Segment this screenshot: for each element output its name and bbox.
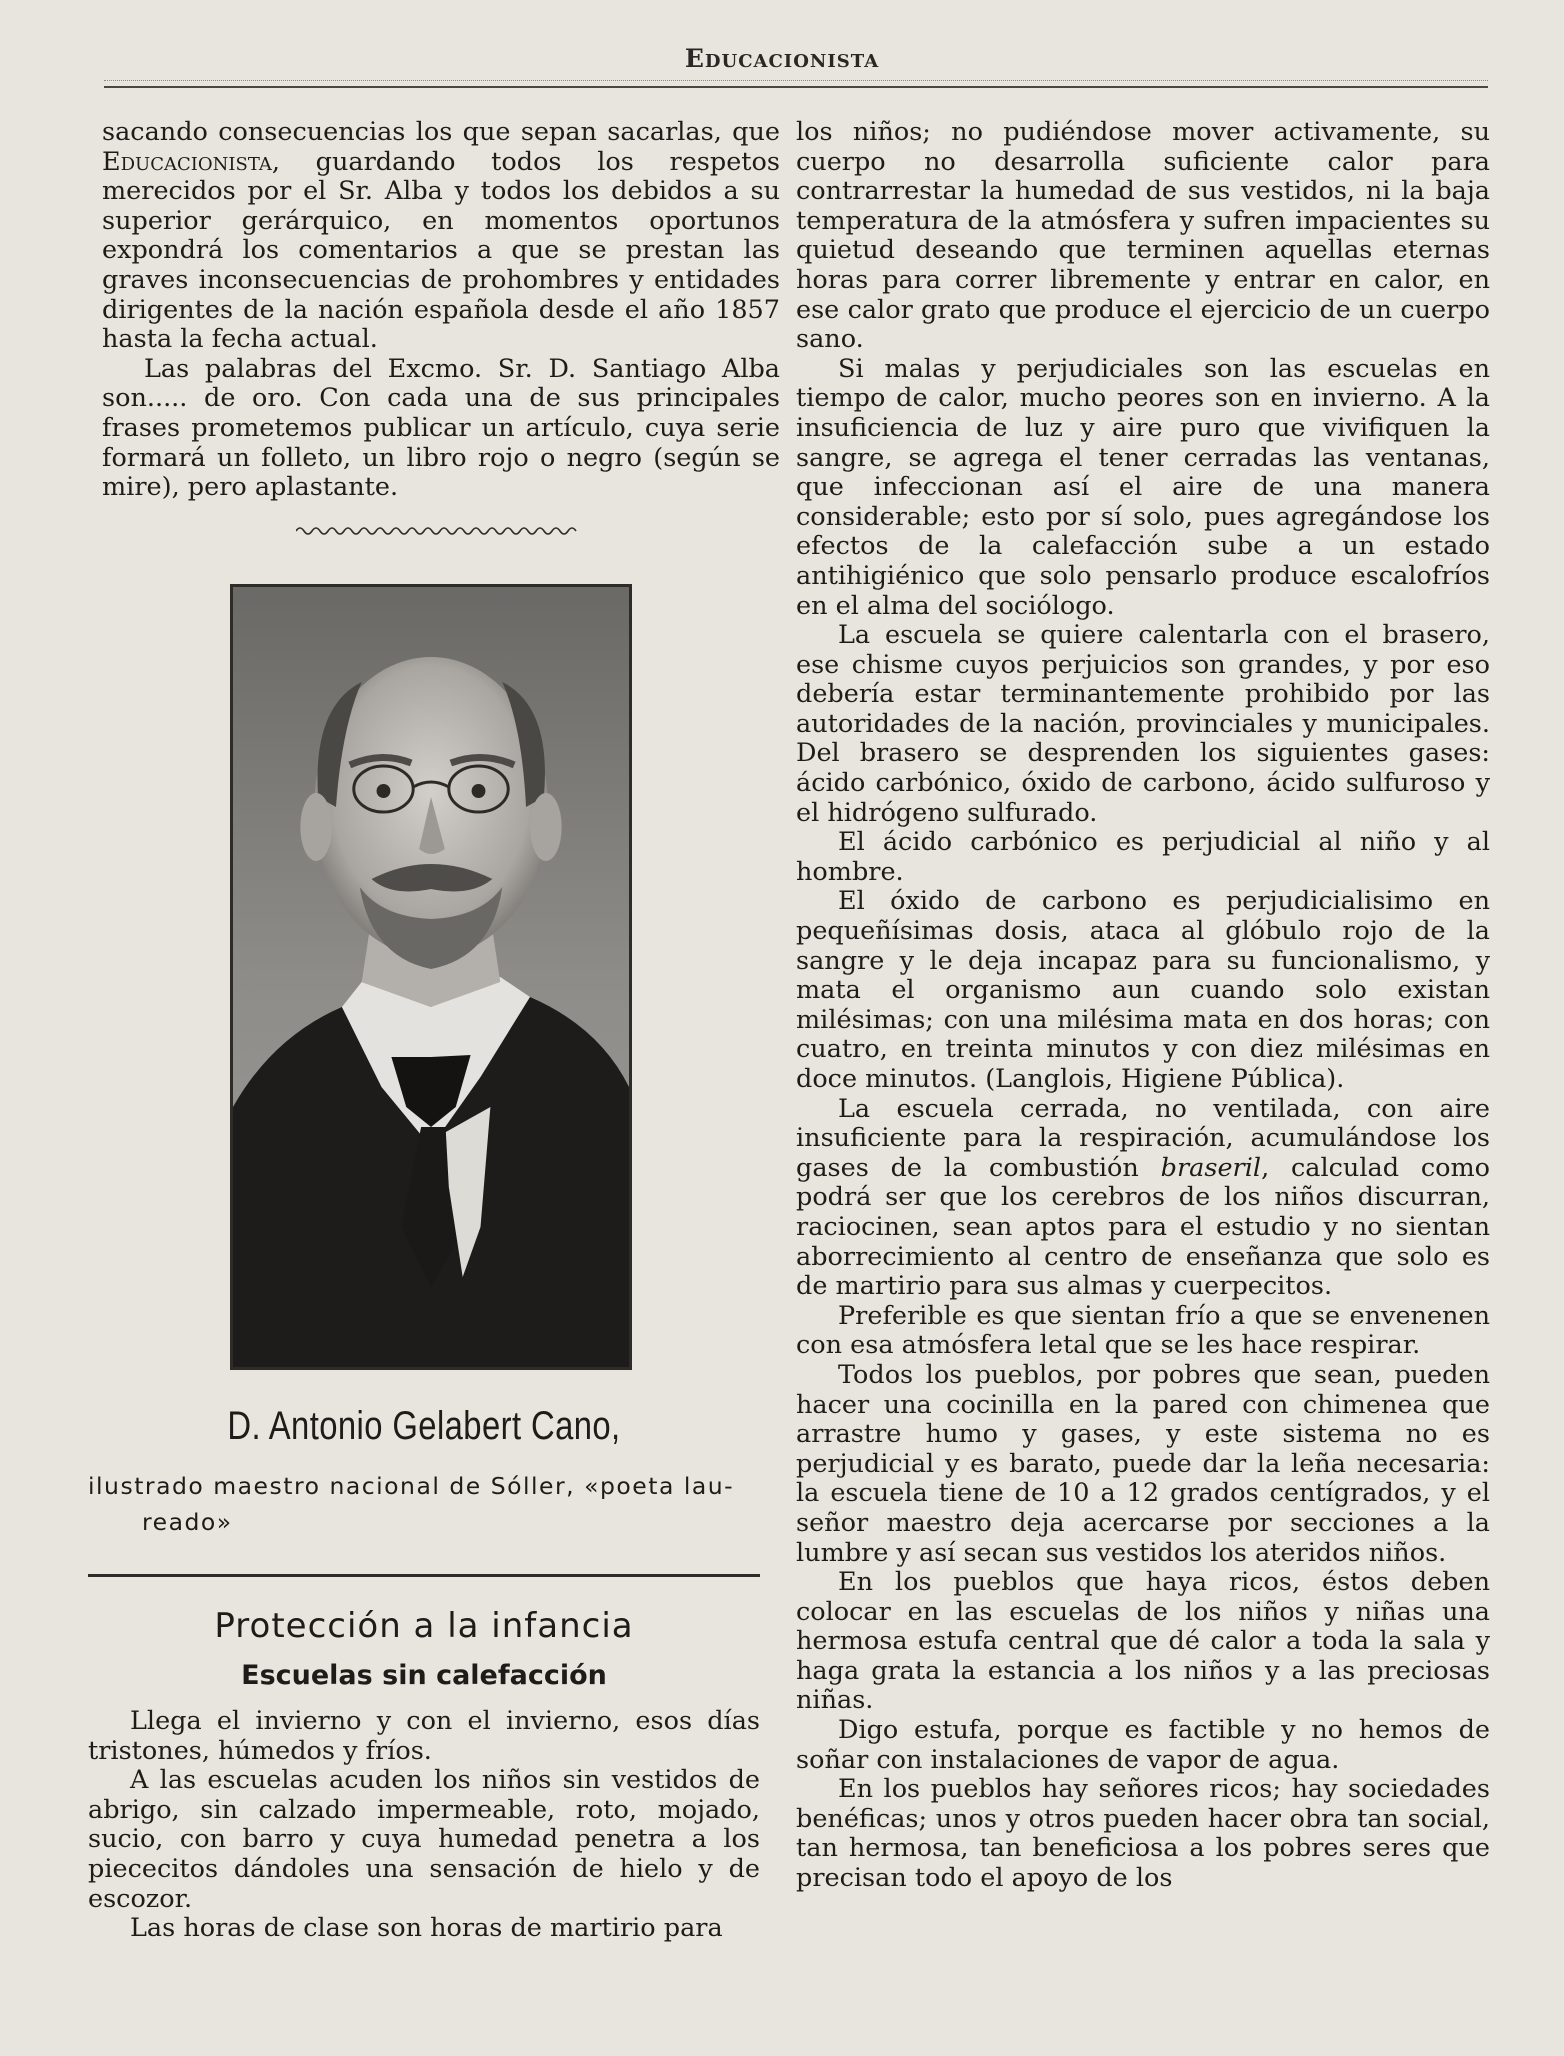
italic-term: braseril [1160,1152,1262,1183]
paragraph: los niños; no pudiéndose mover activamente, su cuerpo no desarrolla suficiente calor para contrarrestar la humedad de sus vestidos, ni la baja temperatura de la atmósfera y sufren impacientes su quietud deseando que terminen aquellas eternas horas para correr libremente y entrar en calor, en ese calor grato que produce el ejercicio de un cuerpo sano. [796,117,1490,355]
paragraph [796,1095,1490,1302]
masthead-dotted-rule [104,80,1488,81]
publication-name: Educacionista [102,146,272,177]
wavy-divider [296,524,580,538]
paragraph: La escuela se quiere calentarla con el brasero, ese chisme cuyos perjuicios son grandes, y por eso debería estar terminantemente prohibido por las autoridades de la nación, provinciales y municipales. Del brasero se desprenden los siguientes gases: ácido carbónico, óxido de carbono, ácido sulfuroso y el hidrógeno sulfurado. [796,620,1490,828]
paragraph: Las palabras del Excmo. Sr. D. Santiago Alba son..... de oro. Con cada una de sus principales frases prometemos publicar un artículo, cuya serie formará un folleto, un libro rojo o negro (según se mire), pero aplastante. [102,353,780,503]
paragraph: Digo estufa, porque es factible y no hemos de soñar con instalaciones de vapor de agua. [796,1715,1490,1775]
left-column-top-text [102,118,780,503]
section-title: Protección a la infancia [214,1606,634,1646]
paragraph-text: , calculad como podrá ser que los cerebros de los niños discurran, raciocinen, sean aptos para el estudio y no sientan aborrecimiento al centro de enseñanza que solo es de martirio para sus almas y cuerpecitos. [796,1152,1490,1302]
caption-line: ilustrado maestro nacional de Sóller, «poeta lau- [88,1472,735,1500]
paragraph: A las escuelas acuden los niños sin vestidos de abrigo, sin calzado impermeable, roto, mojado, sucio, con barro y cuya humedad penetra a los piececitos dándoles una sensación de hielo y de escozor. [88,1765,760,1914]
paragraph: Todos los pueblos, por pobres que sean, pueden hacer una cocinilla en la pared con chimenea que arrastre humo y gases, y este sistema no es perjudicial y es barato, puede dar la leña necesaria: la escuela tiene de 10 a 12 grados centígrados, y el señor maestro deja acercarse por secciones a la lumbre y así secan sus vestidos los ateridos niños. [796,1359,1490,1568]
paragraph: En los pueblos hay señores ricos; hay sociedades benéficas; unos y otros pueden hacer obra tan social, tan hermosa, tan beneficiosa a los pobres seres que precisan todo el apoyo de los [796,1774,1490,1894]
paragraph: El óxido de carbono es perjudicialisimo en pequeñísimas dosis, ataca al glóbulo rojo de la sangre y le deja incapaz para su funcionalismo, y mata el organismo aun cuando solo existan milésimas; con una milésima mata en dos horas; con cuatro, en treinta minutos y con diez milésimas en doce minutos. (Langlois, Higiene Pública). [796,886,1490,1094]
paragraph: Si malas y perjudiciales son las escuelas en tiempo de calor, mucho peores son en invierno. A la insuficiencia de luz y aire puro que vivifiquen la sangre, se agrega el tener cerradas las ventanas, que infeccionan así el aire de una manera considerable; esto por sí solo, pues agregándose los efectos de la calefacción sube a un estado antihigiénico que solo pensarlo produce escalofríos en el alma del sociólogo. [796,353,1490,621]
portrait-caption-description [88,1468,760,1540]
paragraph: En los pueblos que haya ricos, éstos deben colocar en las escuelas de los niños y niñas una hermosa estufa central que dé calor a toda la sala y haga grata la estancia a los niños y a las preciosas niñas. [796,1567,1490,1716]
section-divider [88,1574,760,1577]
paragraph-text: , guardando todos los respetos merecidos por el Sr. Alba y todos los debidos a su superior gerárquico, en momentos oportunos expondrá los comentarios a que se prestan las graves inconsecuencias de prohombres y entidades dirigentes de la nación española desde el año 1857 hasta la fecha actual. [102,146,780,355]
paragraph: Llega el invierno y con el invierno, esos días tristones, húmedos y fríos. [88,1706,760,1766]
paragraph-text: La escuela cerrada, no ventilada, con aire insuficiente para la respiración, acumulándose los gases de la combustión [796,1093,1490,1183]
masthead-title: Educacionista [684,44,880,73]
caption-line: reado» [142,1508,233,1536]
section-subtitle: Escuelas sin calefacción [241,1660,607,1691]
paragraph-text: sacando consecuencias los que sepan sacarlas, que [102,117,780,147]
paragraph: El ácido carbónico es perjudicial al niño y al hombre. [796,827,1490,887]
portrait-caption-name: D. Antonio Gelabert Cano, [227,1404,621,1448]
right-column-text [796,118,1490,1894]
left-column-bottom-text [88,1707,760,1944]
portrait-photo [230,584,632,1370]
paragraph: Las horas de clase son horas de martirio para [130,1913,723,1944]
paragraph: Preferible es que sientan frío a que se envenenen con esa atmósfera letal que se les hace respirar. [796,1300,1490,1361]
portrait-illustration [233,587,629,1367]
paragraph [102,118,780,355]
masthead-rule [104,86,1488,88]
